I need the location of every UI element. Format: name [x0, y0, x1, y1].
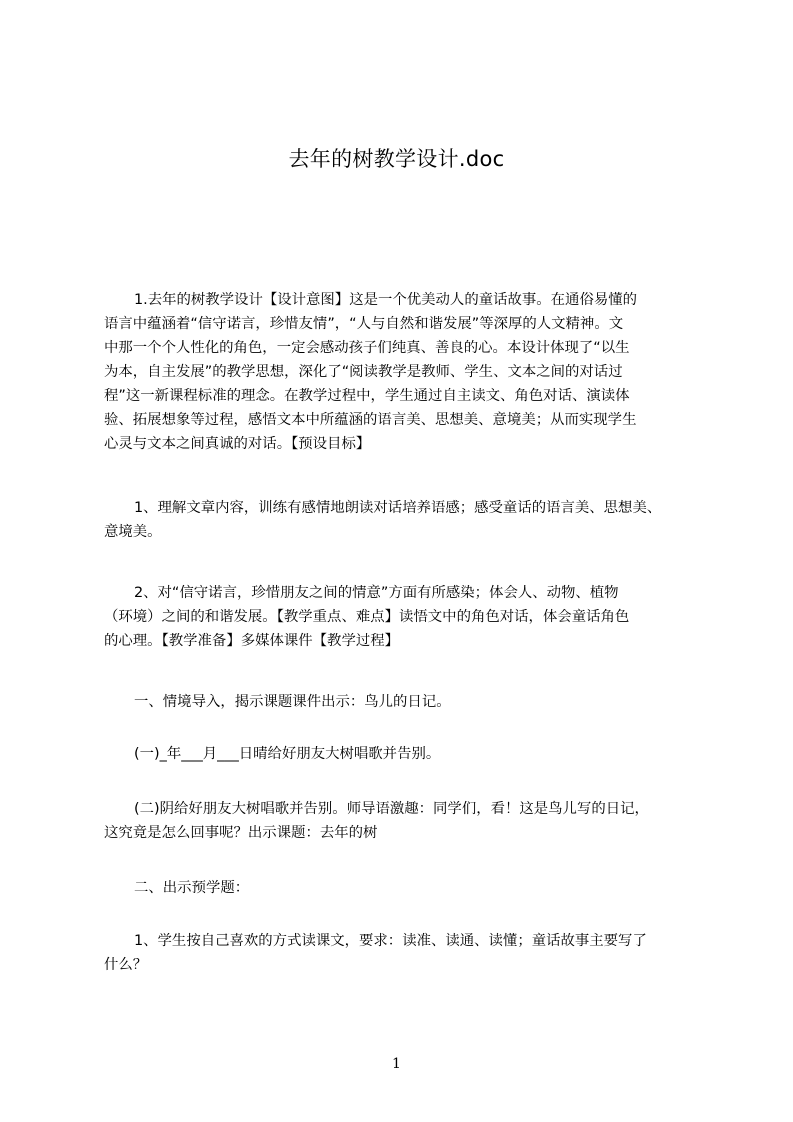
paragraph-line: 的心理。【教学准备】多媒体课件【教学过程】: [104, 633, 400, 649]
paragraph-line: 语言中蕴涵着“信守诺言，珍惜友情”，“人与自然和谐发展”等深厚的人文精神。文: [104, 316, 624, 332]
paragraph-line: 1.去年的树教学设计【设计意图】这是一个优美动人的童话故事。在通俗易懂的: [134, 292, 638, 308]
paragraph-prestudy-1: [104, 929, 724, 977]
paragraph-design-intent: [104, 288, 724, 456]
paragraph-diary-1: [104, 742, 724, 766]
paragraph-step-1: [104, 690, 724, 714]
paragraph-line: 程”这一新课程标准的理念。在教学过程中，学生通过自主读文、角色对话、演读体: [104, 388, 630, 404]
paragraph-line: 中那一个个人性化的角色，一定会感动孩子们纯真、善良的心。本设计体现了“以生: [104, 340, 630, 356]
document-title: 去年的树教学设计.doc: [288, 147, 505, 171]
paragraph-line: （环境）之间的和谐发展。【教学重点、难点】读悟文中的角色对话，体会童话角色: [104, 609, 630, 625]
paragraph-line: 这究竟是怎么回事呢？出示课题：去年的树: [104, 825, 378, 841]
paragraph-diary-2: [104, 797, 724, 845]
paragraph-goal-1: [104, 496, 724, 544]
page-number: 1: [392, 1056, 401, 1072]
paragraph-line: 二、出示预学题：: [134, 880, 250, 896]
paragraph-step-2: [104, 876, 724, 900]
paragraph-line: 意境美。: [104, 524, 162, 540]
paragraph-line: 什么？: [104, 957, 148, 973]
paragraph-line: 1、理解文章内容，训练有感情地朗读对话培养语感；感受童话的语言美、思想美、: [134, 500, 662, 516]
paragraph-line: 一、情境导入，揭示课题课件出示：鸟儿的日记。: [134, 694, 451, 710]
paragraph-line: 为本，自主发展”的教学思想，深化了“阅读教学是教师、学生、文本之间的对话过: [104, 364, 623, 380]
paragraph-line: 1、学生按自己喜欢的方式读课文，要求：读准、读通、读懂；童话故事主要写了: [134, 933, 647, 949]
paragraph-line: 心灵与文本之间真诚的对话。【预设目标】: [104, 436, 371, 452]
paragraph-line: (二)阴给好朋友大树唱歌并告别。师导语激趣：同学们，看！这是鸟儿写的日记，: [134, 801, 649, 817]
paragraph-line: (一)_年___月___日晴给好朋友大树唱歌并告别。: [134, 746, 441, 762]
paragraph-goal-2: [104, 581, 724, 653]
paragraph-line: 2、对“信守诺言，珍惜朋友之间的情意”方面有所感染；体会人、动物、植物: [134, 585, 619, 601]
paragraph-line: 验、拓展想象等过程，感悟文本中所蕴涵的语言美、思想美、意境美；从而实现学生: [104, 412, 637, 428]
